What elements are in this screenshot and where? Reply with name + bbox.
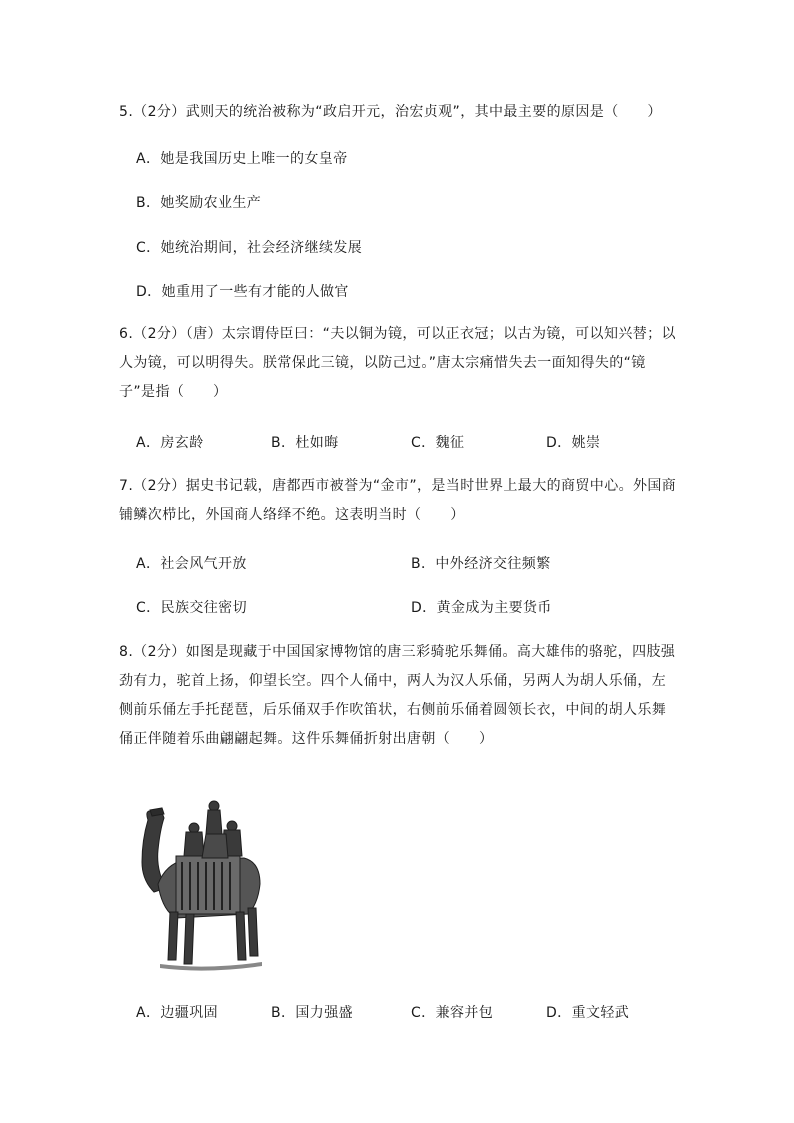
question-stem: 5.（2分）武则天的统治被称为“政启开元，治宏贞观”，其中最主要的原因是（ ） [119, 104, 662, 120]
option-d[interactable]: D．她重用了一些有才能的人做官 [136, 284, 349, 300]
option-b[interactable]: B．她奖励农业生产 [136, 195, 262, 211]
option-d[interactable]: D．黄金成为主要货币 [411, 600, 552, 616]
camel-figurine-image [136, 800, 266, 972]
question-number: 7 [119, 478, 129, 494]
question-text: 如图是现藏于中国国家博物馆的唐三彩骑驼乐舞俑。高大雄伟的骆驼，四肢强劲有力，驼首上扬，仰望长空。四个人俑中，两人为汉人乐俑，另两人为胡人乐俑，左侧前乐俑左手托琵琶，后乐俑双手作吹笛状，右侧前乐俑着圆领长衣，中间的胡人乐舞俑正伴随着乐曲翩翩起舞。这件乐舞俑折射出唐朝（ ） [119, 644, 676, 747]
question-points: （2分） [133, 644, 186, 660]
question-text: 据史书记载，唐都西市被誉为“金市”，是当时世界上最大的商贸中心。外国商铺鳞次栉比，外国商人络绎不绝。这表明当时（ ） [119, 478, 677, 523]
option-c[interactable]: C．民族交往密切 [136, 600, 247, 616]
question-stem: 6.（2分）（唐）太宗谓侍臣曰：“夫以铜为镜，可以正衣冠；以古为镜，可以知兴替；以人为镜，可以明得失。朕常保此三镜，以防己过。”唐太宗痛惜失去一面知得失的“镜子”是指（ ） [119, 326, 676, 400]
question-number: 8 [119, 644, 129, 660]
option-a[interactable]: A．边疆巩固 [136, 1005, 218, 1021]
question-points: （2分） [133, 478, 186, 494]
option-b[interactable]: B．杜如晦 [271, 435, 339, 451]
question-number: 6 [119, 326, 129, 342]
option-d[interactable]: D．重文轻武 [546, 1005, 630, 1021]
question-number: 5 [119, 104, 129, 120]
option-a[interactable]: A．她是我国历史上唯一的女皇帝 [136, 151, 348, 167]
question-stem: 7.（2分）据史书记载，唐都西市被誉为“金市”，是当时世界上最大的商贸中心。外国商铺鳞次栉比，外国商人络绎不绝。这表明当时（ ） [119, 478, 677, 523]
option-b[interactable]: B．国力强盛 [271, 1005, 354, 1021]
option-c[interactable]: C．兼容并包 [411, 1005, 494, 1021]
question-text: 武则天的统治被称为“政启开元，治宏贞观”，其中最主要的原因是（ ） [185, 104, 662, 120]
option-c[interactable]: C．她统治期间，社会经济继续发展 [136, 240, 363, 256]
question-stem: 8.（2分）如图是现藏于中国国家博物馆的唐三彩骑驼乐舞俑。高大雄伟的骆驼，四肢强劲有力，驼首上扬，仰望长空。四个人俑中，两人为汉人乐俑，另两人为胡人乐俑，左侧前乐俑左手托琵琶，后乐俑双手作吹笛状，右侧前乐俑着圆领长衣，中间的胡人乐舞俑正伴随着乐曲翩翩起舞。这件乐舞俑折射出唐朝（ ） [119, 644, 676, 747]
question-points: （2分） [133, 104, 186, 120]
option-a[interactable]: A．社会风气开放 [136, 556, 247, 572]
question-points: （2分） [133, 326, 186, 342]
option-c[interactable]: C．魏征 [411, 435, 465, 451]
option-d[interactable]: D．姚崇 [546, 435, 601, 451]
option-a[interactable]: A．房玄龄 [136, 435, 204, 451]
option-b[interactable]: B．中外经济交往频繁 [411, 556, 551, 572]
question-text: （唐）太宗谓侍臣曰：“夫以铜为镜，可以正衣冠；以古为镜，可以知兴替；以人为镜，可以明得失。朕常保此三镜，以防己过。”唐太宗痛惜失去一面知得失的“镜子”是指（ ） [119, 326, 676, 400]
